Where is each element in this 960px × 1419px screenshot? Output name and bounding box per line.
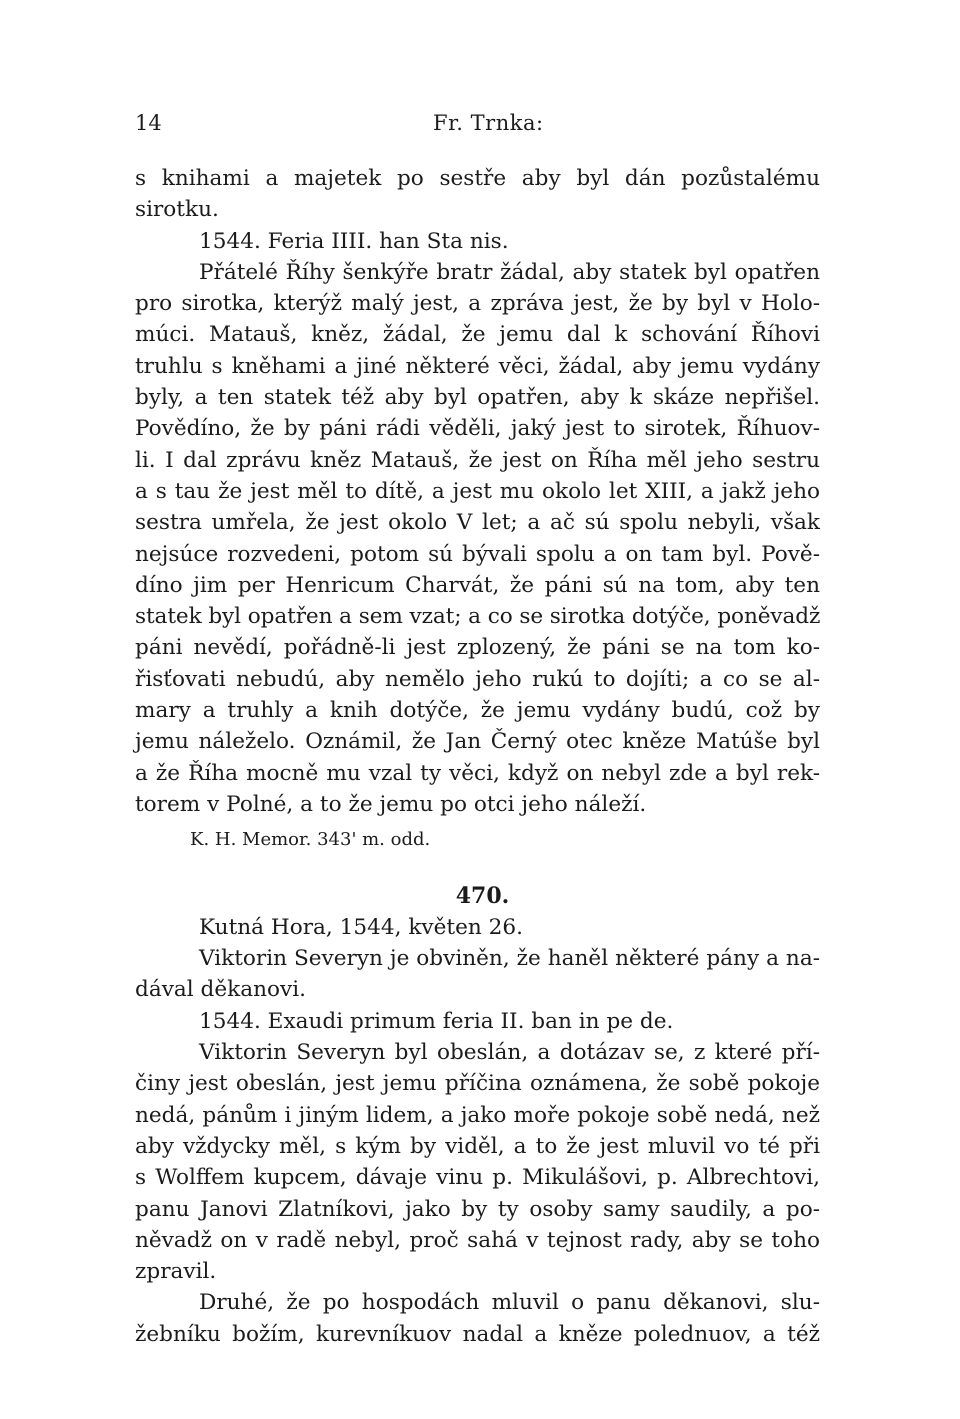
text-line: statek byl opatřen a sem vzat; a co se sirotka dotýče, poněvadž [135, 604, 821, 630]
text-line: aby vždycky měl, s kým by viděl, a to že jest mluvil vo té při [135, 1133, 820, 1159]
text-line: s Wolffem kupcem, dávaje vinu p. Mikulášovi, p. Albrechtovi, [135, 1165, 820, 1191]
text-line: panu Janovi Zlatníkovi, jako by ty osoby samy saudily, a po- [135, 1196, 820, 1222]
text-line: s knihami a majetek po sestře aby byl dán pozůstalému [135, 166, 820, 191]
text-line: pro sirotka, kterýž malý jest, a zpráva jest, že by byl v Holo- [135, 291, 820, 317]
text-line: sestra umřela, že jest okolo V let; a ač sú spolu nebyli, však [135, 510, 820, 536]
text-line: činy jest obeslán, jest jemu příčina oznámena, že sobě pokoje [135, 1071, 820, 1097]
text-line: řisťovati nebudú, aby nemělo jeho rukú to dojíti; a co se al- [135, 666, 820, 692]
text-line: sirotku. [135, 197, 219, 223]
text-line: torem v Polné, a to že jemu po otci jeho náleží. [135, 791, 647, 817]
document-number: 470. [455, 882, 510, 909]
source-citation: K. H. Memor. 343' m. odd. [190, 829, 431, 851]
text-line: a s tau že jest měl to dítě, a jest mu okolo let XIII, a jakž jeho [135, 478, 820, 504]
text-line: truhlu s kněhami a jiné některé věci, žádal, aby jemu vydány [135, 353, 820, 379]
summary-line: Viktorin Severyn je obviněn, že haněl některé pány a na- [199, 946, 820, 972]
text-line: nedá, pánům i jiným lidem, a jako moře pokoje sobě nedá, než [135, 1102, 820, 1128]
text-line: zpravil. [135, 1259, 217, 1285]
text-line: Druhé, že po hospodách mluvil o panu děkanovi, slu- [199, 1290, 820, 1316]
text-line: Viktorin Severyn byl obeslán, a dotázav se, z které pří- [199, 1040, 820, 1066]
date-line: 1544. Feria IIII. han Sta nis. [199, 228, 509, 254]
text-line: něvadž on v radě nebyl, proč sahá v tejnost rady, aby se toho [135, 1227, 820, 1253]
text-line: Povědíno, že by páni rádi věděli, jaký jest to sirotek, Říhuov- [135, 416, 820, 442]
page-header [135, 108, 820, 138]
text-line: páni nevědí, pořádně-li jest zplozený, že páni se na tom ko- [135, 635, 820, 661]
text-line: Přátelé Říhy šenkýře bratr žádal, aby statek byl opatřen [199, 259, 820, 285]
running-head: Fr. Trnka: [433, 111, 544, 135]
text-line: múci. Matauš, kněz, žádal, že jemu dal k schování Říhovi [135, 322, 820, 348]
text-line: nejsúce rozvedeni, potom sú bývali spolu a on tam byl. Pově- [135, 541, 820, 567]
page-number: 14 [135, 111, 162, 135]
summary-line: dával děkanovi. [135, 977, 306, 1003]
text-line: mary a truhly a knih dotýče, že jemu vydány budú, což by [135, 698, 820, 724]
place-date-line: Kutná Hora, 1544, květen 26. [199, 914, 523, 940]
text-line: li. I dal zprávu kněz Matauš, že jest on Říha měl jeho sestru [135, 447, 820, 473]
date-line: 1544. Exaudi primum feria II. ban in pe de. [199, 1008, 674, 1034]
text-line: díno jim per Henricum Charvát, že páni sú na tom, aby ten [135, 572, 820, 598]
text-line: byly, a ten statek též aby byl opatřen, aby k skáze nepřišel. [135, 385, 820, 411]
text-line: žebníku božím, kurevníkuov nadal a kněze polednuov, a též [135, 1321, 820, 1347]
text-line: jemu náleželo. Oznámil, že Jan Černý otec kněze Matúše byl [135, 729, 820, 755]
page-body [135, 163, 820, 1350]
text-line: a že Říha mocně mu vzal ty věci, když on nebyl zde a byl rek- [135, 760, 820, 786]
